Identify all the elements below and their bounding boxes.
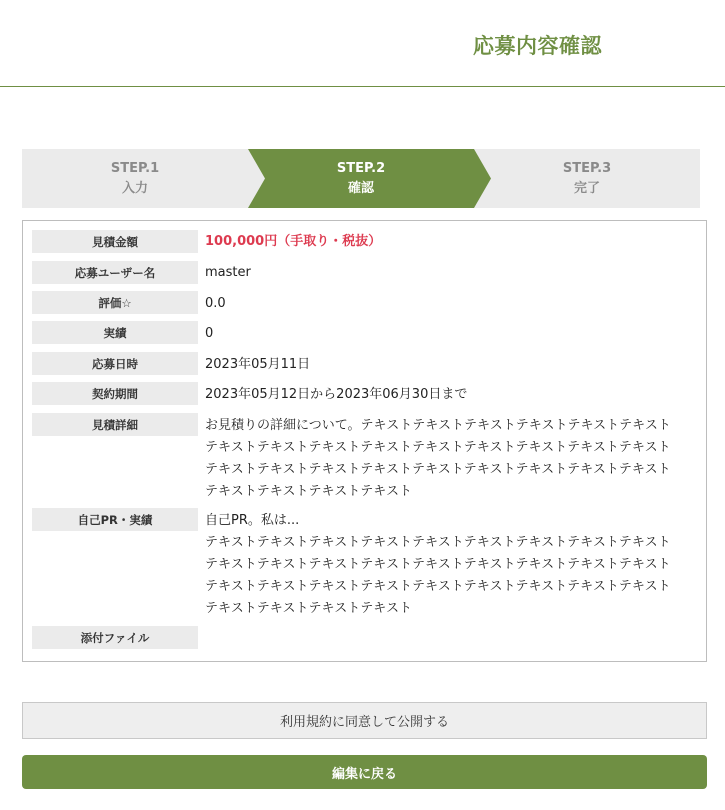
step-number: STEP.2 [336,160,386,176]
step-number: STEP.3 [562,160,612,176]
detail-value-username: master [205,265,251,280]
detail-value-self-pr: 自己PR。私は... テキストテキストテキストテキストテキストテキストテキストテキストテキスト テキストテキストテキストテキストテキストテキストテキストテキストテキスト テキストテキストテキストテキストテキストテキストテキストテキストテキスト テキストテキストテキストテキスト [205,513,671,616]
detail-label-attachment: 添付ファイル [32,626,198,649]
step-label: 入力 [121,180,148,196]
application-details [22,220,707,662]
detail-value-contract-period: 2023年05月12日から2023年06月30日まで [205,387,468,402]
agree-and-publish-button[interactable]: 利用規約に同意して公開する [22,702,707,739]
detail-value-estimate: 100,000円（手取り・税抜） [205,234,382,249]
step-label: 完了 [573,180,600,196]
detail-label-achievements: 実績 [32,321,198,344]
page-header [0,0,725,87]
detail-label-username: 応募ユーザー名 [32,261,198,284]
detail-label-rating: 評価☆ [32,291,198,314]
step-1 [22,149,248,208]
detail-label-estimate: 見積金額 [32,230,198,253]
detail-label-applied-date: 応募日時 [32,352,198,375]
detail-label-self-pr: 自己PR・実績 [32,508,198,531]
step-label: 確認 [347,180,374,196]
detail-value-rating: 0.0 [205,296,226,311]
back-to-edit-button[interactable]: 編集に戻る [22,755,707,789]
step-2 [248,149,474,208]
detail-value-applied-date: 2023年05月11日 [205,357,311,372]
step-3 [474,149,700,208]
detail-value-achievements: 0 [205,326,214,341]
detail-value-estimate-detail: お見積りの詳細について。テキストテキストテキストテキストテキストテキスト テキストテキストテキストテキストテキストテキストテキストテキストテキスト テキストテキストテキストテキストテキストテキストテキストテキストテキスト テキストテキストテキストテキスト [205,418,671,499]
progress-stepper [22,149,700,208]
detail-label-estimate-detail: 見積詳細 [32,413,198,436]
detail-label-contract-period: 契約期間 [32,382,198,405]
page-title: 応募内容確認 [473,34,602,58]
step-number: STEP.1 [110,160,160,176]
